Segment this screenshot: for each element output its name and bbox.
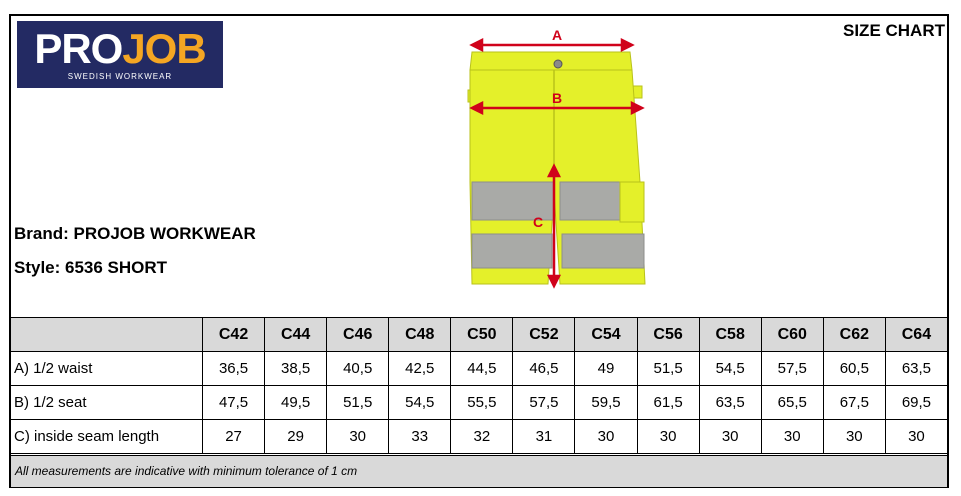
size-header: C50: [451, 318, 513, 352]
size-header: C60: [761, 318, 823, 352]
size-header: C46: [327, 318, 389, 352]
size-header: C56: [637, 318, 699, 352]
table-cell: 38,5: [265, 352, 327, 386]
size-header: C64: [885, 318, 947, 352]
size-header: C52: [513, 318, 575, 352]
size-header: C62: [823, 318, 885, 352]
table-cell: 30: [823, 420, 885, 454]
table-cell: 69,5: [885, 386, 947, 420]
label-b: B: [551, 90, 563, 106]
table-cell: 30: [327, 420, 389, 454]
table-cell: 46,5: [513, 352, 575, 386]
projob-logo: [17, 21, 223, 88]
table-cell: 31: [513, 420, 575, 454]
table-cell: 60,5: [823, 352, 885, 386]
table-cell: 32: [451, 420, 513, 454]
size-table: [10, 317, 948, 454]
table-cell: 51,5: [327, 386, 389, 420]
table-cell: 51,5: [637, 352, 699, 386]
table-cell: 49: [575, 352, 637, 386]
table-cell: 57,5: [761, 352, 823, 386]
page-title: SIZE CHART: [843, 21, 945, 40]
table-cell: 55,5: [451, 386, 513, 420]
size-header: C44: [265, 318, 327, 352]
table-cell: 27: [203, 420, 265, 454]
shorts-diagram: [460, 22, 650, 297]
table-corner: [11, 318, 203, 352]
reflective-band-left-bottom: [472, 234, 552, 268]
shorts-waistband: [470, 52, 632, 70]
logo-tagline: SWEDISH WORKWEAR: [67, 72, 173, 81]
table-cell: 29: [265, 420, 327, 454]
table-cell: 36,5: [203, 352, 265, 386]
size-header: C48: [389, 318, 451, 352]
row-label-waist: A) 1/2 waist: [11, 352, 203, 386]
reflective-band-right-bottom: [562, 234, 644, 268]
size-header-row: [11, 318, 948, 352]
size-header: C42: [203, 318, 265, 352]
row-label-inside-seam: C) inside seam length: [11, 420, 203, 454]
table-cell: 49,5: [265, 386, 327, 420]
logo-text-pro: PRO: [34, 25, 123, 72]
cargo-pocket: [620, 182, 644, 222]
label-c: C: [532, 214, 544, 230]
table-cell: 63,5: [699, 386, 761, 420]
table-row: [11, 420, 948, 454]
table-cell: 47,5: [203, 386, 265, 420]
style-label: Style: 6536 SHORT: [14, 258, 168, 277]
row-label-seat: B) 1/2 seat: [11, 386, 203, 420]
size-header: C54: [575, 318, 637, 352]
table-cell: 30: [885, 420, 947, 454]
table-cell: 67,5: [823, 386, 885, 420]
table-cell: 65,5: [761, 386, 823, 420]
table-cell: 30: [761, 420, 823, 454]
table-cell: 57,5: [513, 386, 575, 420]
table-row: [11, 386, 948, 420]
table-cell: 30: [699, 420, 761, 454]
table-cell: 54,5: [389, 386, 451, 420]
table-cell: 30: [637, 420, 699, 454]
table-cell: 30: [575, 420, 637, 454]
table-cell: 42,5: [389, 352, 451, 386]
logo-wordmark: [17, 27, 223, 71]
table-cell: 59,5: [575, 386, 637, 420]
table-cell: 61,5: [637, 386, 699, 420]
footnote: All measurements are indicative with minimum tolerance of 1 cm: [10, 455, 948, 488]
table-row: [11, 352, 948, 386]
table-cell: 54,5: [699, 352, 761, 386]
table-cell: 44,5: [451, 352, 513, 386]
table-cell: 40,5: [327, 352, 389, 386]
table-cell: 63,5: [885, 352, 947, 386]
size-header: C58: [699, 318, 761, 352]
logo-text-job: JOB: [122, 25, 206, 72]
brand-label: Brand: PROJOB WORKWEAR: [14, 224, 256, 243]
table-cell: 33: [389, 420, 451, 454]
waist-button: [554, 60, 562, 68]
label-a: A: [551, 27, 563, 43]
